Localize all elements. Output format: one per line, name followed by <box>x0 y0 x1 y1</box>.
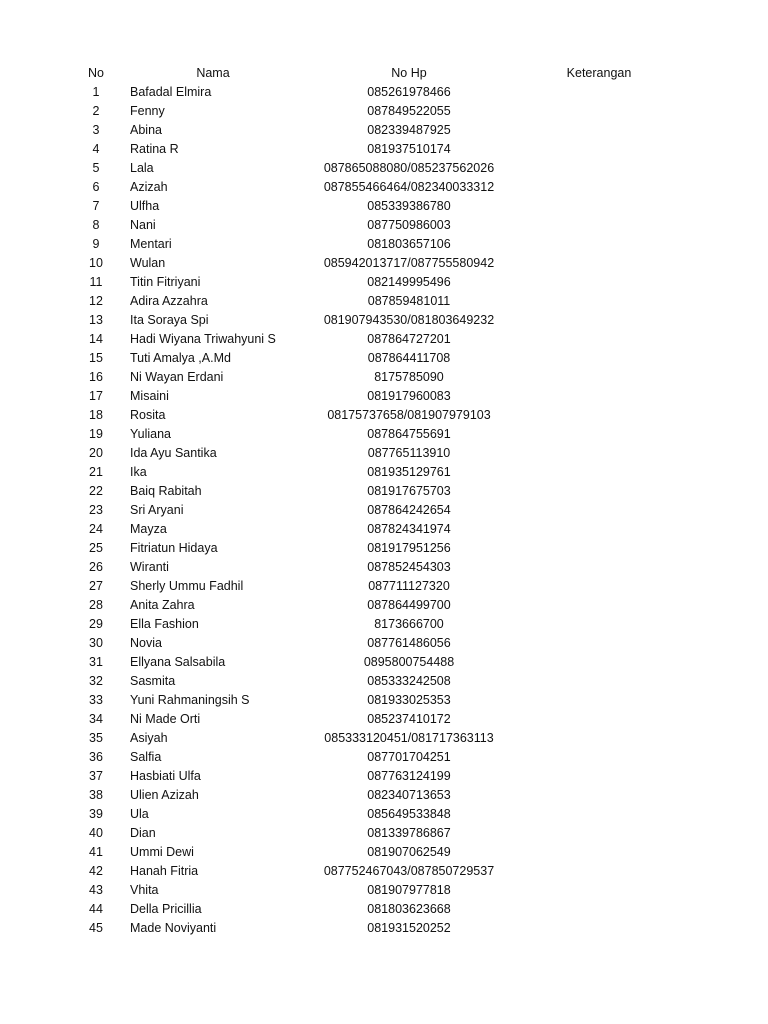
cell-no-hp: 8173666700 <box>374 617 444 631</box>
cell-no: 15 <box>89 351 103 365</box>
table-row <box>0 824 768 843</box>
table-row <box>0 558 768 577</box>
table-row <box>0 406 768 425</box>
table-row <box>0 900 768 919</box>
cell-nama: Fenny <box>130 104 165 118</box>
cell-nama: Ida Ayu Santika <box>130 446 217 460</box>
cell-no: 7 <box>92 199 100 213</box>
table-row <box>0 786 768 805</box>
table-row <box>0 178 768 197</box>
cell-no: 30 <box>89 636 103 650</box>
cell-no-hp: 081907062549 <box>367 845 451 859</box>
cell-no-hp: 081339786867 <box>367 826 451 840</box>
cell-nama: Misaini <box>130 389 169 403</box>
cell-no-hp: 087864727201 <box>367 332 451 346</box>
cell-no: 6 <box>92 180 100 194</box>
cell-no: 41 <box>89 845 103 859</box>
table-row <box>0 330 768 349</box>
cell-no-hp: 087763124199 <box>367 769 451 783</box>
header-keterangan: Keterangan <box>566 66 632 80</box>
cell-no-hp: 085261978466 <box>367 85 451 99</box>
cell-nama: Ummi Dewi <box>130 845 194 859</box>
cell-no-hp: 087761486056 <box>367 636 451 650</box>
table-row <box>0 235 768 254</box>
table-row <box>0 729 768 748</box>
cell-nama: Ita Soraya Spi <box>130 313 209 327</box>
cell-no: 21 <box>89 465 103 479</box>
table-row <box>0 482 768 501</box>
table-row <box>0 653 768 672</box>
table-row <box>0 368 768 387</box>
cell-no: 24 <box>89 522 103 536</box>
cell-no: 19 <box>89 427 103 441</box>
table-row <box>0 710 768 729</box>
cell-no: 20 <box>89 446 103 460</box>
cell-nama: Dian <box>130 826 156 840</box>
cell-no: 40 <box>89 826 103 840</box>
cell-nama: Mentari <box>130 237 172 251</box>
table-row <box>0 197 768 216</box>
cell-no: 22 <box>89 484 103 498</box>
cell-no: 35 <box>89 731 103 745</box>
cell-no: 5 <box>92 161 100 175</box>
cell-no: 25 <box>89 541 103 555</box>
table-row <box>0 102 768 121</box>
table-row <box>0 216 768 235</box>
table-row <box>0 311 768 330</box>
cell-nama: Wulan <box>130 256 166 270</box>
cell-nama: Nani <box>130 218 156 232</box>
cell-no: 11 <box>89 275 103 289</box>
cell-no: 38 <box>89 788 103 802</box>
cell-no: 23 <box>89 503 103 517</box>
table-body <box>0 83 768 938</box>
cell-nama: Ika <box>130 465 147 479</box>
table-row <box>0 843 768 862</box>
cell-no-hp: 081937510174 <box>367 142 451 156</box>
cell-no: 29 <box>89 617 103 631</box>
cell-no-hp: 087864755691 <box>367 427 451 441</box>
cell-nama: Asiyah <box>130 731 168 745</box>
cell-nama: Hanah Fitria <box>130 864 199 878</box>
header-no-hp: No Hp <box>391 66 427 80</box>
cell-no: 26 <box>89 560 103 574</box>
cell-nama: Hadi Wiyana Triwahyuni S <box>130 332 276 346</box>
table-row <box>0 292 768 311</box>
cell-no: 43 <box>89 883 103 897</box>
cell-nama: Azizah <box>130 180 168 194</box>
header-no: No <box>88 66 104 80</box>
cell-no-hp: 087865088080/085237562026 <box>323 161 495 175</box>
cell-no-hp: 081803623668 <box>367 902 451 916</box>
table-row <box>0 520 768 539</box>
cell-nama: Yuliana <box>130 427 172 441</box>
cell-no-hp: 087855466464/082340033312 <box>323 180 495 194</box>
cell-nama: Sri Aryani <box>130 503 184 517</box>
table-row <box>0 539 768 558</box>
cell-nama: Ulien Azizah <box>130 788 199 802</box>
cell-no-hp: 081917675703 <box>367 484 451 498</box>
cell-nama: Novia <box>130 636 162 650</box>
cell-no-hp: 081917951256 <box>367 541 451 555</box>
cell-no: 33 <box>89 693 103 707</box>
cell-no: 14 <box>89 332 103 346</box>
cell-no-hp: 087750986003 <box>367 218 451 232</box>
cell-nama: Ni Wayan Erdani <box>130 370 224 384</box>
cell-no-hp: 081931520252 <box>367 921 451 935</box>
cell-nama: Ula <box>130 807 149 821</box>
cell-nama: Titin Fitriyani <box>130 275 201 289</box>
cell-nama: Hasbiati Ulfa <box>130 769 201 783</box>
cell-no-hp: 082149995496 <box>367 275 451 289</box>
cell-no: 13 <box>89 313 103 327</box>
cell-nama: Ellyana Salsabila <box>130 655 226 669</box>
cell-no-hp: 085237410172 <box>367 712 451 726</box>
table-row <box>0 634 768 653</box>
table-row <box>0 919 768 938</box>
cell-nama: Bafadal Elmira <box>130 85 212 99</box>
cell-no-hp: 087859481011 <box>367 294 451 308</box>
cell-no-hp: 087864411708 <box>367 351 451 365</box>
cell-no: 3 <box>92 123 100 137</box>
cell-no: 2 <box>92 104 100 118</box>
table-row <box>0 444 768 463</box>
cell-nama: Abina <box>130 123 162 137</box>
cell-nama: Wiranti <box>130 560 169 574</box>
cell-nama: Made Noviyanti <box>130 921 217 935</box>
cell-nama: Sasmita <box>130 674 176 688</box>
table-row <box>0 615 768 634</box>
cell-no-hp: 087824341974 <box>367 522 451 536</box>
cell-no: 31 <box>89 655 103 669</box>
cell-nama: Ratina R <box>130 142 179 156</box>
table-row <box>0 254 768 273</box>
cell-nama: Ni Made Orti <box>130 712 201 726</box>
cell-no: 18 <box>89 408 103 422</box>
cell-no-hp: 087864499700 <box>367 598 451 612</box>
cell-no: 12 <box>89 294 103 308</box>
cell-no: 45 <box>89 921 103 935</box>
cell-no-hp: 08175737658/081907979103 <box>327 408 491 422</box>
cell-no-hp: 085339386780 <box>367 199 451 213</box>
cell-nama: Lala <box>130 161 154 175</box>
cell-nama: Salfia <box>130 750 162 764</box>
cell-no-hp: 087849522055 <box>367 104 451 118</box>
table-row <box>0 349 768 368</box>
cell-no-hp: 087864242654 <box>367 503 451 517</box>
cell-no: 9 <box>92 237 100 251</box>
cell-nama: Ella Fashion <box>130 617 199 631</box>
table-row <box>0 273 768 292</box>
cell-no-hp: 081803657106 <box>367 237 451 251</box>
table-row <box>0 577 768 596</box>
table-row <box>0 805 768 824</box>
cell-no-hp: 085942013717/087755580942 <box>323 256 495 270</box>
cell-no: 4 <box>92 142 100 156</box>
cell-no: 36 <box>89 750 103 764</box>
cell-no: 42 <box>89 864 103 878</box>
table-row <box>0 767 768 786</box>
cell-no-hp: 081933025353 <box>367 693 451 707</box>
cell-nama: Fitriatun Hidaya <box>130 541 218 555</box>
cell-no-hp: 081907977818 <box>367 883 451 897</box>
contact-table <box>0 64 768 938</box>
cell-nama: Rosita <box>130 408 166 422</box>
cell-no-hp: 0895800754488 <box>363 655 455 669</box>
cell-no: 39 <box>89 807 103 821</box>
cell-no: 34 <box>89 712 103 726</box>
cell-no-hp: 082339487925 <box>367 123 451 137</box>
cell-nama: Vhita <box>130 883 159 897</box>
cell-no-hp: 085649533848 <box>367 807 451 821</box>
cell-no-hp: 8175785090 <box>374 370 444 384</box>
table-header-row <box>0 64 768 83</box>
cell-no: 32 <box>89 674 103 688</box>
cell-no-hp: 087765113910 <box>367 446 451 460</box>
cell-nama: Adira Azzahra <box>130 294 208 308</box>
cell-nama: Mayza <box>130 522 167 536</box>
table-row <box>0 748 768 767</box>
cell-no-hp: 087711127320 <box>368 579 450 593</box>
cell-no-hp: 087701704251 <box>367 750 451 764</box>
cell-nama: Sherly Ummu Fadhil <box>130 579 244 593</box>
cell-no: 28 <box>89 598 103 612</box>
cell-nama: Yuni Rahmaningsih S <box>130 693 250 707</box>
cell-no-hp: 085333120451/081717363113 <box>324 731 494 745</box>
cell-no-hp: 081917960083 <box>367 389 451 403</box>
cell-no-hp: 087752467043/087850729537 <box>323 864 495 878</box>
table-row <box>0 159 768 178</box>
table-row <box>0 596 768 615</box>
table-row <box>0 881 768 900</box>
table-row <box>0 862 768 881</box>
cell-no: 17 <box>89 389 103 403</box>
table-row <box>0 121 768 140</box>
cell-no-hp: 087852454303 <box>367 560 451 574</box>
header-nama: Nama <box>196 66 230 80</box>
cell-no: 1 <box>92 85 100 99</box>
table-row <box>0 672 768 691</box>
cell-no-hp: 085333242508 <box>367 674 451 688</box>
cell-no: 44 <box>89 902 103 916</box>
table-row <box>0 501 768 520</box>
table-row <box>0 140 768 159</box>
cell-no-hp: 081907943530/081803649232 <box>323 313 495 327</box>
table-row <box>0 691 768 710</box>
cell-no: 16 <box>89 370 103 384</box>
table-row <box>0 463 768 482</box>
table-row <box>0 387 768 406</box>
cell-no-hp: 082340713653 <box>367 788 451 802</box>
cell-nama: Baiq Rabitah <box>130 484 202 498</box>
cell-nama: Tuti Amalya ,A.Md <box>130 351 231 365</box>
cell-no: 10 <box>89 256 103 270</box>
table-row <box>0 83 768 102</box>
cell-no: 27 <box>89 579 103 593</box>
cell-nama: Anita Zahra <box>130 598 195 612</box>
cell-no: 8 <box>92 218 100 232</box>
cell-nama: Ulfha <box>130 199 160 213</box>
cell-no: 37 <box>89 769 103 783</box>
cell-no-hp: 081935129761 <box>367 465 451 479</box>
cell-nama: Della Pricillia <box>130 902 202 916</box>
table-row <box>0 425 768 444</box>
